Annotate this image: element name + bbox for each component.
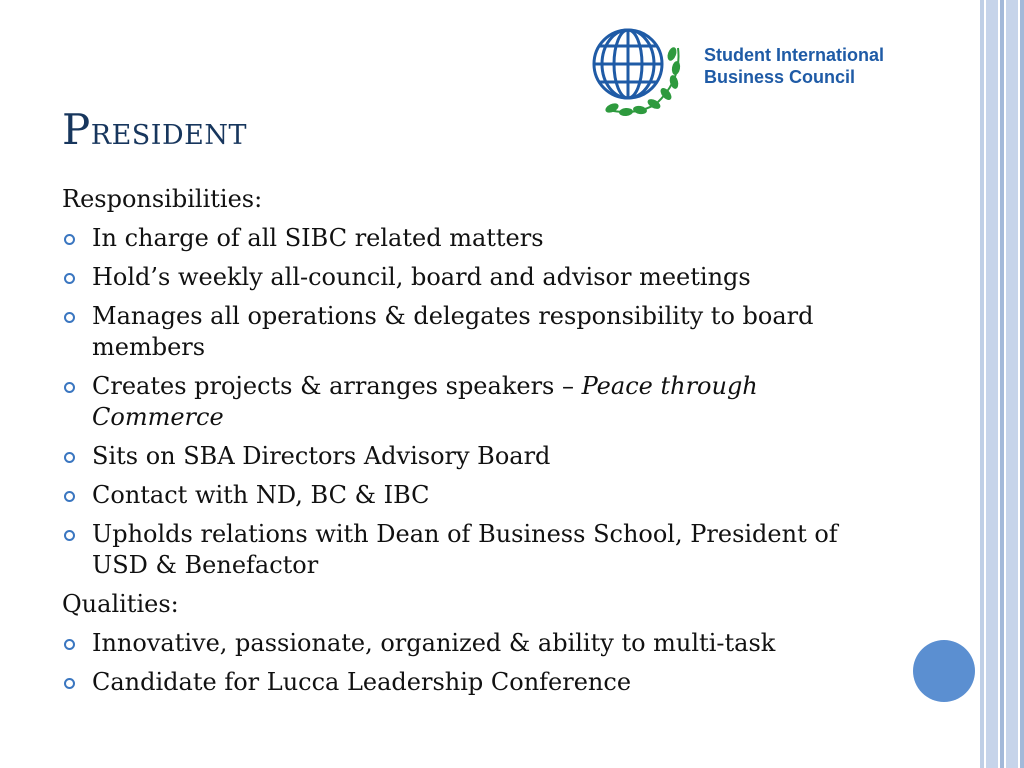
sibc-logo	[586, 24, 916, 120]
bullet-icon	[64, 382, 75, 393]
list-item-text: Contact with ND, BC & IBC	[92, 481, 430, 509]
list-item	[62, 371, 882, 433]
list-item	[62, 480, 882, 511]
bullet-icon	[64, 678, 75, 689]
list-item-text: Upholds relations with Dean of Business School, President of USD & Benefactor	[92, 520, 838, 579]
right-edge-decoration	[980, 0, 1024, 768]
page-title	[62, 105, 247, 154]
accent-circle	[913, 640, 975, 702]
list-item	[62, 441, 882, 472]
logo-line-1: Student International	[704, 45, 884, 65]
bullet-icon	[64, 234, 75, 245]
list-item-text: Candidate for Lucca Leadership Conference	[92, 668, 632, 696]
list-item	[62, 628, 882, 659]
globe-laurel-icon	[586, 24, 696, 120]
bullet-icon	[64, 312, 75, 323]
list-item	[62, 262, 882, 293]
slide-body	[62, 184, 882, 706]
page-title-initial: P	[62, 105, 91, 154]
list-item-italic-text: Peace through Commerce	[92, 372, 758, 431]
edge-stripe	[1006, 0, 1018, 768]
logo-text	[704, 44, 884, 88]
logo-line-2: Business Council	[704, 67, 856, 87]
responsibilities-heading: Responsibilities:	[62, 185, 263, 213]
list-item-text: Innovative, passionate, organized & ability to multi-task	[92, 629, 776, 657]
list-item-text: Hold’s weekly all-council, board and advisor meetings	[92, 263, 751, 291]
list-item	[62, 667, 882, 698]
bullet-icon	[64, 273, 75, 284]
bullet-icon	[64, 452, 75, 463]
edge-stripe	[1020, 0, 1024, 768]
edge-stripe	[986, 0, 998, 768]
edge-stripe	[980, 0, 984, 768]
bullet-icon	[64, 639, 75, 650]
list-item-text: In charge of all SIBC related matters	[92, 224, 544, 252]
list-item	[62, 223, 882, 254]
bullet-icon	[64, 530, 75, 541]
list-item-text: Sits on SBA Directors Advisory Board	[92, 442, 551, 470]
page-title-rest: resident	[90, 109, 247, 153]
qualities-heading: Qualities:	[62, 590, 179, 618]
bullet-icon	[64, 491, 75, 502]
list-item	[62, 519, 882, 581]
edge-stripe	[1000, 0, 1004, 768]
list-item	[62, 301, 882, 363]
list-item-text: Manages all operations & delegates responsibility to board members	[92, 302, 814, 361]
list-item-text: Creates projects & arranges speakers –	[92, 372, 582, 400]
